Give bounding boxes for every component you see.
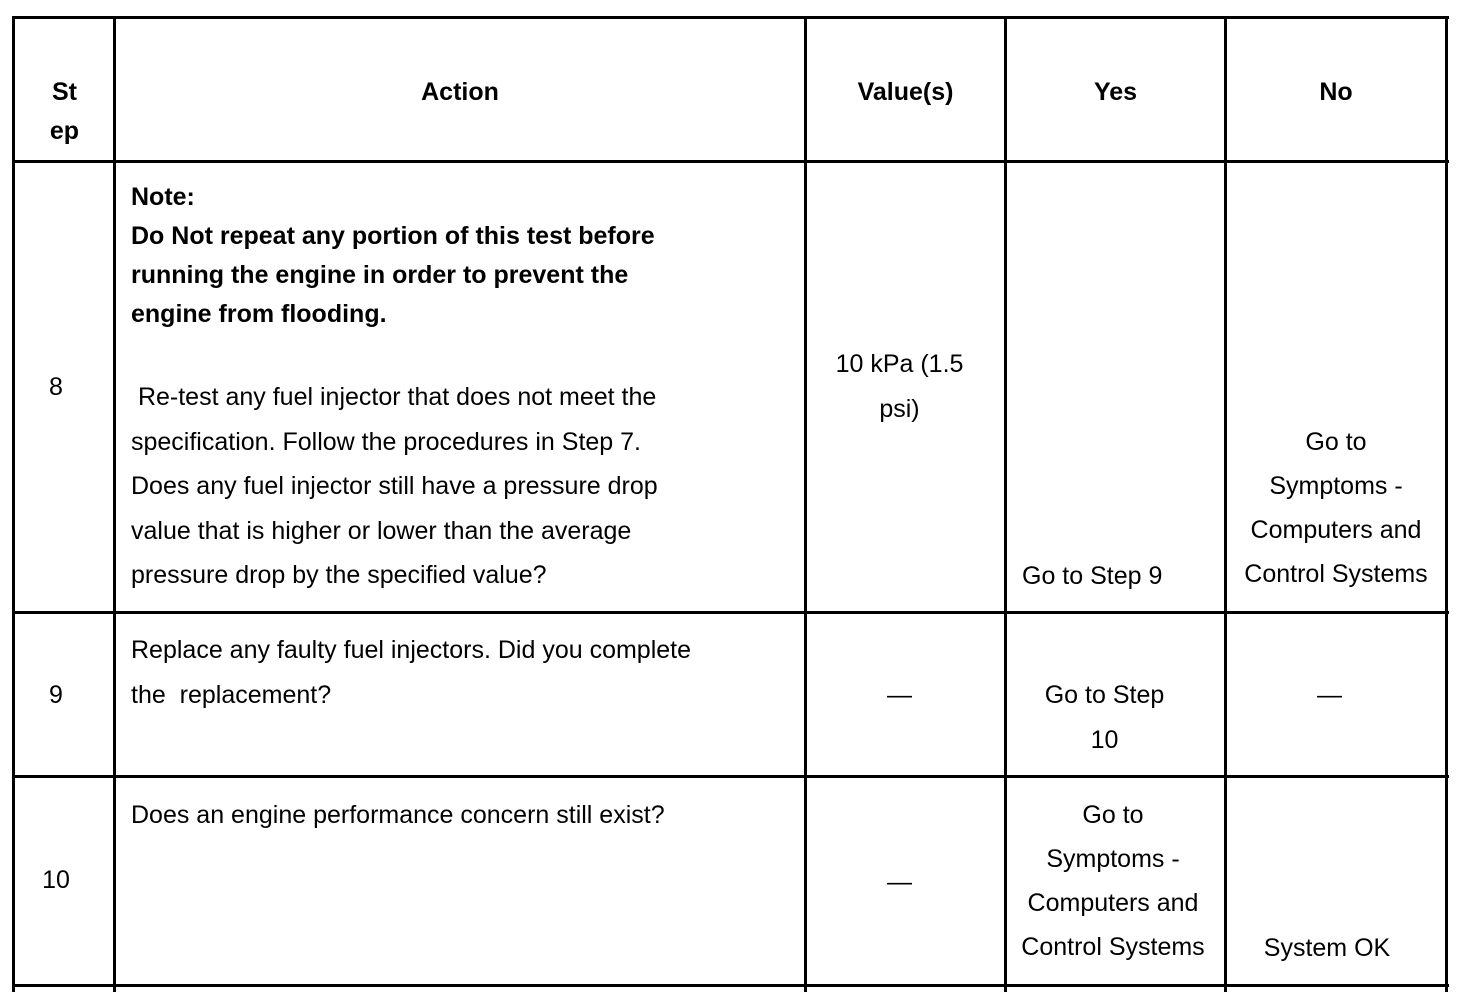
action-text: Replace any faulty fuel injectors. Did you complete the replacement? bbox=[131, 636, 692, 709]
header-yes: Yes bbox=[1093, 78, 1138, 106]
yes-text: Go to Step 10 bbox=[1044, 681, 1165, 754]
value-text: — bbox=[887, 868, 912, 896]
header-step: St ep bbox=[49, 78, 80, 145]
row-divider-header bbox=[12, 160, 1449, 163]
note-text: Do Not repeat any portion of this test before running the engine in order to prevent the engine from flooding. bbox=[131, 222, 655, 328]
action-text: Re-test any fuel injector that does not meet the specification. Follow the procedures in Step 7. Does any fuel injector still have a pressure drop value that is higher or lower than the average pressure drop by the specified value? bbox=[131, 383, 658, 589]
no-text: — bbox=[1317, 681, 1342, 709]
table-border-top bbox=[12, 16, 1449, 19]
value-text: — bbox=[887, 681, 912, 709]
header-action: Action bbox=[421, 78, 499, 106]
header-no: No bbox=[1319, 78, 1353, 106]
row-divider-9 bbox=[12, 775, 1449, 778]
step-number: 8 bbox=[49, 373, 63, 401]
table-border-bottom bbox=[12, 984, 1449, 987]
no-text: Go to Symptoms - Computers and Control Systems bbox=[1244, 428, 1428, 588]
action-text: Does an engine performance concern still exist? bbox=[131, 801, 665, 829]
yes-text: Go to Symptoms - Computers and Control Systems bbox=[1021, 801, 1205, 961]
step-number: 10 bbox=[42, 866, 70, 894]
value-text: 10 kPa (1.5 psi) bbox=[835, 350, 964, 423]
header-values: Value(s) bbox=[857, 78, 954, 106]
row-divider-8 bbox=[12, 611, 1449, 614]
yes-text: Go to Step 9 bbox=[1022, 562, 1163, 590]
note-label: Note: bbox=[131, 183, 195, 211]
step-number: 9 bbox=[49, 681, 63, 709]
no-text: System OK bbox=[1263, 934, 1391, 962]
